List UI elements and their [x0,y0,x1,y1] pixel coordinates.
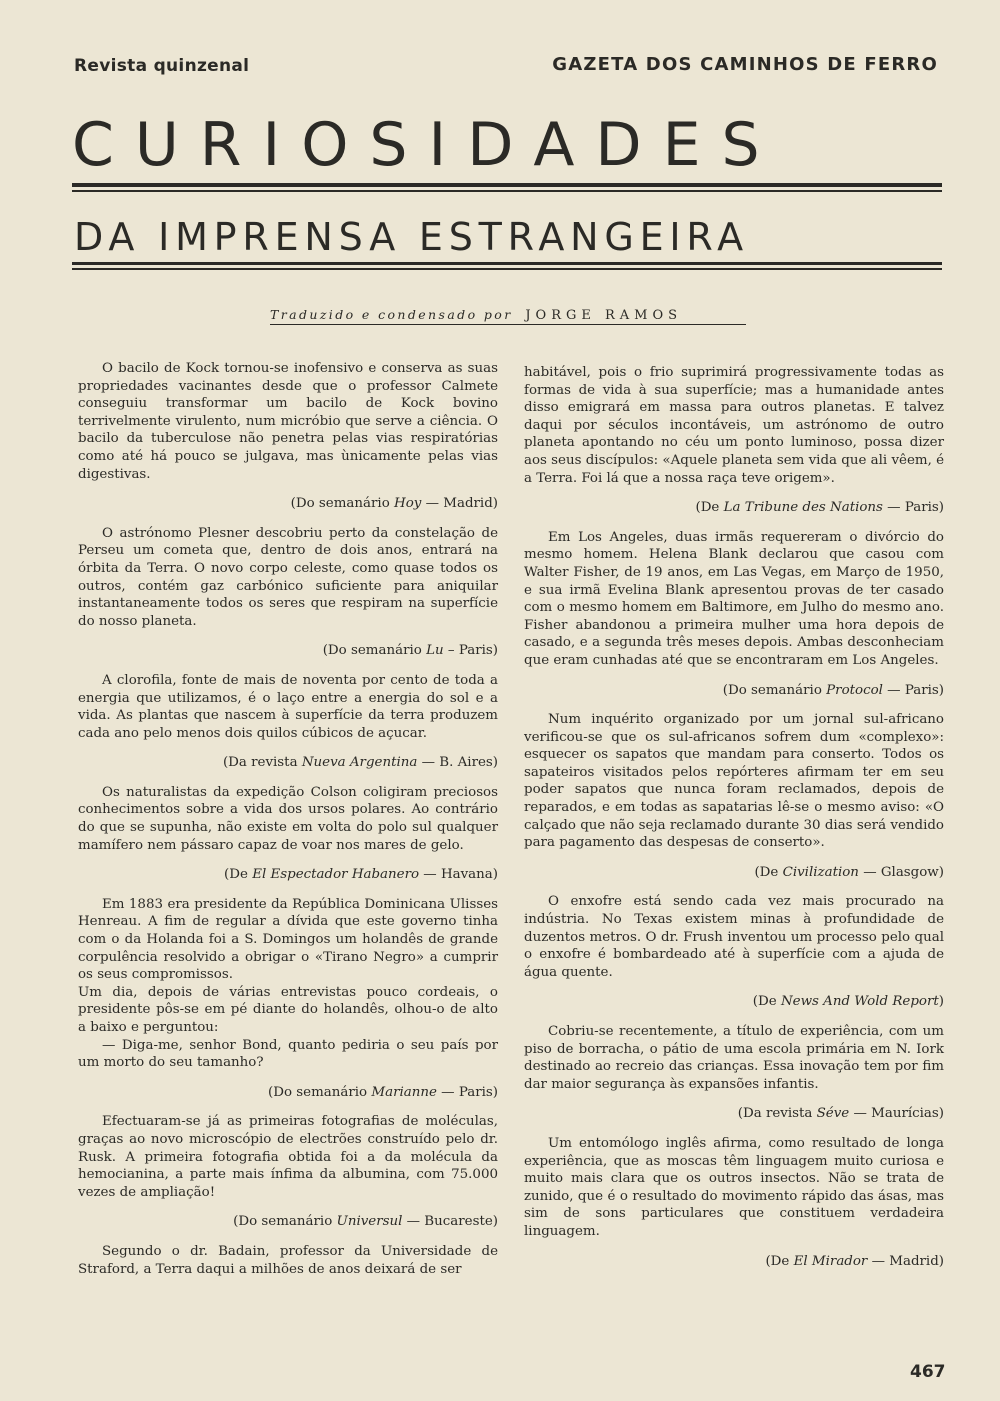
source-seve: (Da revista Séve — Maurícias) [737,1106,944,1122]
credit-name: JORGE RAMOS [525,308,683,323]
article-shoes: Num inquérito organizado por um jornal sul-africano verificou-se que os sul-africanos sofrem dum «complexo»: esquecer os sapatos que mandam para conserto. Todos os sapateiros visitados pelos repórteres afirmam ter em seu poder sapatos que nunca foram reclamados, depois de reparados, e em todas as sapatarias lê-se o mesmo aviso: «O calçado que não seja reclamado durante 30 dias será vendido para pagamento das despesas de conserto». [524,712,944,851]
title-rule-thin [72,190,942,192]
article-divorce: Em Los Angeles, duas irmãs requereram o divórcio do mesmo homem. Helena Blank declarou que casou com Walter Fisher, de 19 anos, em Las Vegas, em Março de 1950, e sua irmã Evelina Blank apresentou provas de ter casado com o mesmo homem em Baltimore, em Julho do mesmo ano. Fisher abandonou a primeira mulher uma hora depois de casado, e a segunda três meses depois. Ambas desconheciam que eram cunhadas até que se encontraram em Los Angeles. [524,529,944,668]
article-dominican-3: — Diga-me, senhor Bond, quanto pediria o seu país por um morto do seu tamanho? [78,1037,498,1071]
article-rubber-floor: Cobriu-se recentemente, a título de experiência, com um piso de borracha, o pátio de uma escola primária em N. Iork destinado ao recreio das crianças. Essa inovação tem por fim dar maior segurança às expansões infantis. [524,1024,944,1092]
source-espectador: (De El Espectador Habanero — Havana) [224,867,498,883]
article-bacillus: O bacilo de Kock tornou-se inofensivo e conserva as suas propriedades vacinantes desde que o professor Calmete conseguiu transformar um bacilo de Kock bovino terrivelmente virulento, num micróbio que serve a ciência. O bacilo da tuberculose não penetra pelas vias respiratórias como até há pouco se julgava, mas ùnicamente pelas vias digestivas. [78,361,498,482]
article-dominican-2: Um dia, depois de várias entrevistas pouco cordeais, o presidente pôs-se em pé diante do holandês, olhou-o de alto a baixo e perguntou: [78,984,498,1035]
article-sulfur: O enxofre está sendo cada vez mais procurado na indústria. No Texas existem minas à profundidade de duzentos metros. O dr. Frush inventou um processo pelo qual o enxofre é bombardeado até à superfície com a ajuda de água quente. [524,894,944,980]
title-rule-thick [72,183,942,187]
subtitle-rule-thin [72,268,942,270]
header-magazine-title: GAZETA DOS CAMINHOS DE FERRO [552,54,938,75]
translator-credit [270,307,682,323]
article-polar-bears: Os naturalistas da expedição Colson coligiram preciosos conhecimentos sobre a vida dos ursos polares. Ao contrário do que se supunha, não existe em volta do polo sul qualquer mamífero nem pássaro capaz de voar nos mares de gelo. [78,784,498,853]
page-number: 467 [910,1362,946,1382]
source-hoy: (Do semanário Hoy — Madrid) [290,496,498,512]
source-universul: (Do semanário Universul — Bucareste) [233,1214,498,1230]
source-nueva-argentina: (Da revista Nueva Argentina — B. Aires) [222,755,498,771]
credit-underline [270,324,746,325]
credit-text: Traduzido e condensado por [270,307,513,322]
article-molecules: Efectuaram-se já as primeiras fotografias de moléculas, graças ao novo microscópio de electrões construído pelo dr. Rusk. A primeira fotografia obtida foi a da molécula da hemocianina, a parte mais ínfima da albumina, com 75.000 vezes de ampliação! [78,1114,498,1200]
article-earth: Segundo o dr. Badain, professor da Universidade de Straford, a Terra daqui a milhões de anos deixará de ser [78,1243,498,1277]
article-comet: O astrónomo Plesner descobriu perto da constelação de Perseu um cometa que, dentro de dois anos, entrará na órbita da Terra. O novo corpo celeste, como quase todos os outros, contém gaz carbónico suficiente para aniquilar instantaneamente todos os seres que respiram na superfície do nosso planeta. [78,525,498,629]
source-protocol: (Do semanário Protocol — Paris) [722,682,944,698]
right-column [524,364,944,1282]
article-dominican: Em 1883 era presidente da República Dominicana Ulisses Henreau. A fim de regular a dívida que este governo tinha com o da Holanda foi a S. Domingos um holandês de grande corpulência resolvido a obrigar o «Tirano Negro» a cumprir os seus compromissos. [78,896,498,983]
source-civilization: (De Civilization — Glasgow) [754,864,944,880]
article-earth-cont: habitável, pois o frio suprimirá progressivamente todas as formas de vida à sua superfície; mas a humanidade antes disso emigrará em massa para outros planetas. E talvez daqui por séculos incontáveis, um astrónomo de outro planeta apontando no céu um ponto luminoso, possa dizer aos seus discípulos: «Aquele planeta sem vida que ali vêem, é a Terra. Foi lá que a nossa raça teve origem». [524,365,945,486]
section-subtitle: DA IMPRENSA ESTRANGEIRA [74,215,749,259]
article-flies: Um entomólogo inglês afirma, como resultado de longa experiência, que as moscas têm linguagem muito curiosa e muito mais clara que os outros insectos. Não se trata de zunido, que é o resultado do movimento rápido das ásas, mas sim de sons particulares que constituem verdadeira linguagem. [524,1135,944,1239]
section-title: CURIOSIDADES [72,110,781,180]
source-marianne: (Do semanário Marianne — Paris) [268,1084,498,1100]
source-mirador: (De El Mirador — Madrid) [765,1253,944,1269]
source-news: (De News And Wold Report) [752,994,944,1010]
source-lu: (Do semanário Lu – Paris) [322,643,498,659]
header-magazine-type: Revista quinzenal [74,56,250,76]
left-column [78,360,498,1278]
article-chlorophyll: A clorofila, fonte de mais de noventa por cento de toda a energia que utilizamos, é o laço entre a energia do sol e a vida. As plantas que nascem à superfície da terra produzem cada ano pelo menos dois quilos cúbicos de açucar. [78,672,498,741]
subtitle-rule-thick [72,262,942,265]
source-tribune: (De La Tribune des Nations — Paris) [695,500,944,516]
